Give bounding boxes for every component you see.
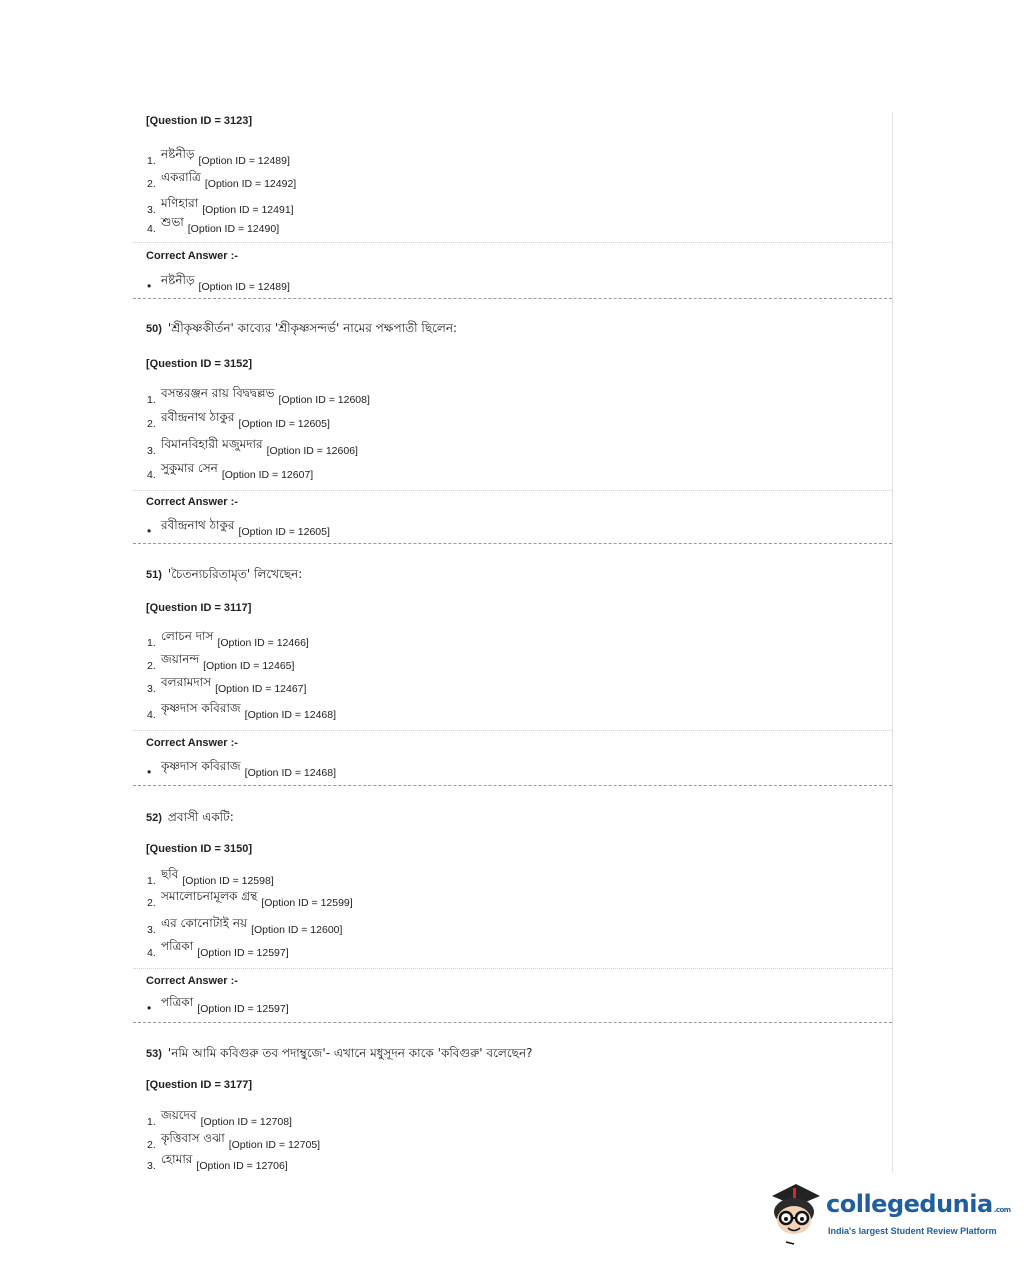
option-2: 2. জয়ানন্দ [Option ID = 12465] xyxy=(147,652,295,672)
divider xyxy=(133,968,892,969)
correct-answer-label: Correct Answer :- xyxy=(146,975,238,987)
divider xyxy=(133,730,892,731)
option-3: 3. এর কোনোটাই নয় [Option ID = 12600] xyxy=(147,916,343,936)
mascot-icon xyxy=(766,1178,824,1248)
question-separator xyxy=(133,298,892,299)
option-1: 1. ছবি [Option ID = 12598] xyxy=(147,867,274,887)
question-id: [Question ID = 3123] xyxy=(146,115,253,127)
question-id: [Question ID = 3117] xyxy=(146,602,252,614)
option-1: 1. নষ্টনীড় [Option ID = 12489] xyxy=(147,147,290,167)
option-4: 4. সুকুমার সেন [Option ID = 12607] xyxy=(147,461,314,481)
question-separator xyxy=(133,1022,892,1023)
question-text: 52) প্রবাসী একটি: xyxy=(146,810,234,824)
correct-answer-label: Correct Answer :- xyxy=(146,496,238,508)
question-id: [Question ID = 3177] xyxy=(146,1079,253,1091)
question-id: [Question ID = 3152] xyxy=(146,358,253,370)
question-id: [Question ID = 3150] xyxy=(146,843,253,855)
option-2: 2. একরাত্রি [Option ID = 12492] xyxy=(147,170,297,190)
option-1: 1. লোচন দাস [Option ID = 12466] xyxy=(147,629,309,649)
option-3: 3. বিমানবিহারী মজুমদার [Option ID = 12606] xyxy=(147,437,358,457)
option-2: 2. সমালোচনামূলক গ্রন্থ [Option ID = 12599] xyxy=(147,889,353,909)
correct-answer: • নষ্টনীড় [Option ID = 12489] xyxy=(147,273,290,293)
question-text: 51) 'চৈতন্যচরিতামৃত' লিখেছেন: xyxy=(146,567,303,581)
option-3: 3. হোমার [Option ID = 12706] xyxy=(147,1152,288,1172)
correct-answer-label: Correct Answer :- xyxy=(146,250,238,262)
correct-answer: • রবীন্দ্রনাথ ঠাকুর [Option ID = 12605] xyxy=(147,518,330,538)
option-1: 1. জয়দেব [Option ID = 12708] xyxy=(147,1108,292,1128)
option-2: 2. কৃত্তিবাস ওঝা [Option ID = 12705] xyxy=(147,1131,321,1151)
brand-name: collegedunia.com xyxy=(826,1190,1011,1218)
correct-answer: • পত্রিকা [Option ID = 12597] xyxy=(147,995,289,1015)
brand-tagline: India's largest Student Review Platform xyxy=(828,1226,997,1236)
question-text: 53) 'নমি আমি কবিগুরু তব পদাম্বুজে'- এখানে মধুসূদন কাকে 'কবিগুরু' বলেছেন? xyxy=(146,1046,533,1060)
question-separator xyxy=(133,543,892,544)
correct-answer: • কৃষ্ণদাস কবিরাজ [Option ID = 12468] xyxy=(147,759,337,779)
option-2: 2. রবীন্দ্রনাথ ঠাকুর [Option ID = 12605] xyxy=(147,410,330,430)
option-1: 1. বসন্তরঞ্জন রায় বিদ্বদ্বল্লভ [Option ID = 12608] xyxy=(147,386,370,406)
question-text: 50) 'শ্রীকৃষ্ণকীর্তন' কাব্যের 'শ্রীকৃষ্ণসন্দর্ভ' নামের পক্ষপাতী ছিলেন: xyxy=(146,321,458,335)
option-3: 3. মণিহারা [Option ID = 12491] xyxy=(147,196,294,216)
collegedunia-logo xyxy=(766,1178,1011,1248)
option-4: 4. পত্রিকা [Option ID = 12597] xyxy=(147,939,289,959)
option-3: 3. বলরামদাস [Option ID = 12467] xyxy=(147,675,307,695)
divider xyxy=(133,490,892,491)
option-4: 4. শুভা [Option ID = 12490] xyxy=(147,215,280,235)
option-4: 4. কৃষ্ণদাস কবিরাজ [Option ID = 12468] xyxy=(147,701,337,721)
correct-answer-label: Correct Answer :- xyxy=(146,737,238,749)
divider xyxy=(133,242,892,243)
exam-sheet xyxy=(133,112,893,1172)
question-separator xyxy=(133,785,892,786)
